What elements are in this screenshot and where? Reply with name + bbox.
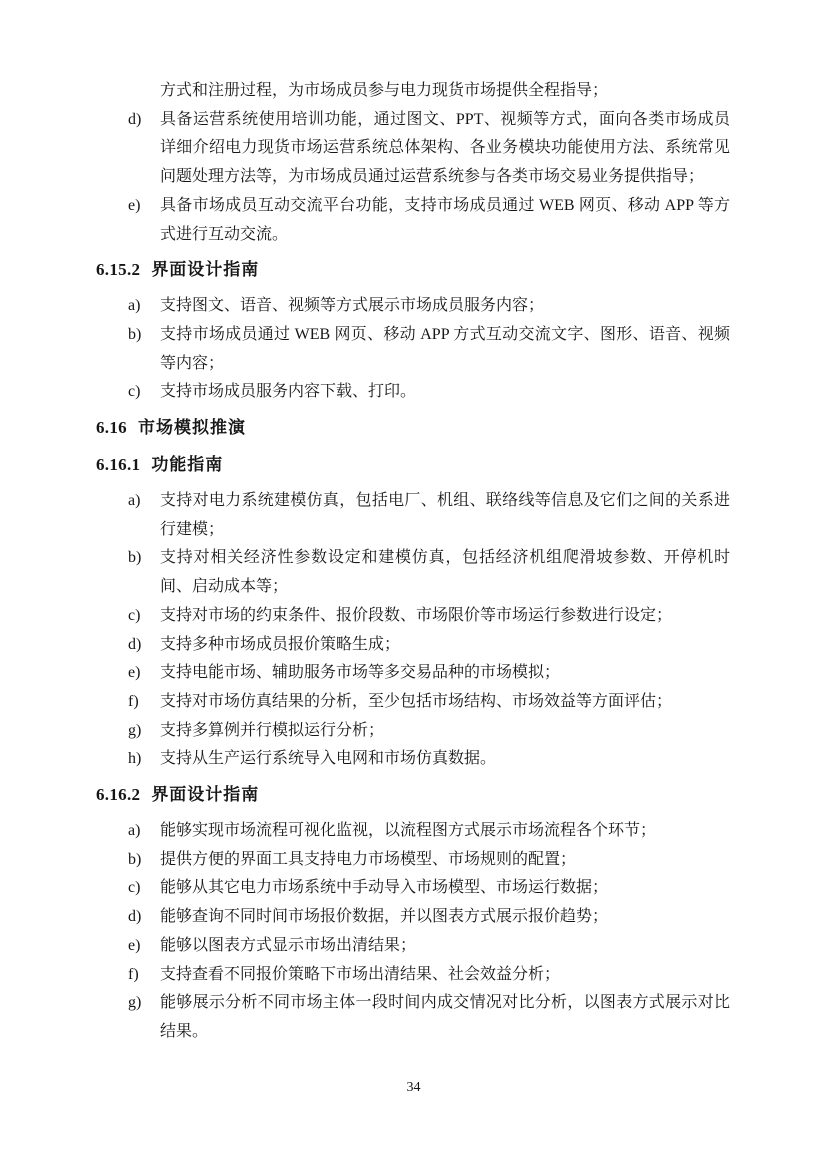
list-marker: g) [128,994,142,1012]
section-title: 功能指南 [151,455,224,475]
list-item [128,378,730,407]
section-heading-6-16-1 [96,450,730,479]
list-item [128,874,730,903]
list-item [128,321,730,378]
list-item [128,544,730,601]
list-item [128,846,730,875]
list-item-text: 具备运营系统使用培训功能，通过图文、PPT、视频等方式，面向各类市场成员详细介绍电力现货市场运营系统总体架构、各业务模块功能使用方法、系统常见问题处理方法等，为市场成员通过运营系统参与各类市场交易业务提供指导； [160,110,730,186]
list-item-text: 支持多算例并行模拟运行分析； [160,721,385,739]
list-item-text: 支持对市场仿真结果的分析，至少包括市场结构、市场效益等方面评估； [160,692,673,710]
list-item-text: 支持查看不同报价策略下市场出清结果、社会效益分析； [160,965,561,983]
list-item [128,659,730,688]
list-item [128,106,730,192]
list-marker: b) [128,850,142,868]
list-item [128,903,730,932]
list-marker: c) [128,879,141,897]
list-marker: c) [128,606,141,624]
list-item [128,602,730,631]
section-number: 6.16.2 [96,785,141,805]
list-item [128,989,730,1046]
list-item [128,631,730,660]
list-item-text: 支持多种市场成员报价策略生成； [160,635,401,653]
list-marker: b) [128,549,142,567]
list-item [128,292,730,321]
list-item-text: 支持图文、语音、视频等方式展示市场成员服务内容； [160,297,545,315]
section-number: 6.15.2 [96,260,141,280]
section-number: 6.16.1 [96,455,141,475]
list-item-text: 能够展示分析不同市场主体一段时间内成交情况对比分析，以图表方式展示对比结果。 [160,994,730,1040]
list-item-text: 支持对相关经济性参数设定和建模仿真，包括经济机组爬滑坡参数、开停机时间、启动成本等； [160,549,730,596]
list-item [128,932,730,961]
list-item-text: 支持市场成员通过 WEB 网页、移动 APP 方式互动交流文字、图形、语音、视频等内容； [160,325,730,372]
list-item-text: 能够从其它电力市场系统中手动导入市场模型、市场运行数据； [160,879,609,897]
section-title: 界面设计指南 [151,785,260,805]
list-marker: a) [128,492,141,510]
list-item-text: 能够以图表方式显示市场出清结果； [160,936,417,954]
list-marker: e) [128,664,141,682]
section-heading-6-16 [96,413,730,442]
list-marker: e) [128,196,141,214]
list-item [128,688,730,717]
list-marker: c) [128,383,141,401]
list-marker: f) [128,965,139,983]
list-marker: f) [128,692,139,710]
section-title: 市场模拟推演 [137,418,246,438]
list-item-text: 支持对市场的约束条件、报价段数、市场限价等市场运行参数进行设定； [160,606,673,624]
list-item [128,817,730,846]
list-marker: d) [128,908,142,926]
list-item [128,717,730,746]
list-marker: a) [128,297,141,315]
list-item-text: 能够查询不同时间市场报价数据，并以图表方式展示报价趋势； [160,908,609,926]
list-marker: h) [128,750,142,768]
list-item [128,192,730,249]
list-item-text: 支持对电力系统建模仿真，包括电厂、机组、联络线等信息及它们之间的关系进行建模； [160,492,730,538]
section-heading-6-16-2 [96,780,730,809]
list-marker: d) [128,635,142,653]
list-item [128,961,730,990]
page-number: 34 [406,1080,421,1095]
list-marker: b) [128,325,142,343]
section-heading-6-15-2 [96,255,730,284]
section-title: 界面设计指南 [151,260,260,280]
list-marker: a) [128,822,141,840]
list-item-text: 具备市场成员互动交流平台功能，支持市场成员通过 WEB 网页、移动 APP 等方式进行互动交流。 [160,196,730,243]
list-item [128,745,730,774]
list-item-text: 支持电能市场、辅助服务市场等多交易品种的市场模拟； [160,664,561,682]
list-marker: e) [128,936,141,954]
list-item-text: 提供方便的界面工具支持电力市场模型、市场规则的配置； [160,850,577,868]
continuation-paragraph: 方式和注册过程，为市场成员参与电力现货市场提供全程指导； [160,82,609,99]
list-item-text: 支持市场成员服务内容下载、打印。 [160,383,417,401]
list-marker: d) [128,110,142,128]
list-item-text: 能够实现市场流程可视化监视，以流程图方式展示市场流程各个环节； [160,822,657,840]
section-number: 6.16 [96,418,127,438]
list-item-text: 支持从生产运行系统导入电网和市场仿真数据。 [160,750,497,768]
list-marker: g) [128,721,142,739]
list-item [128,487,730,544]
